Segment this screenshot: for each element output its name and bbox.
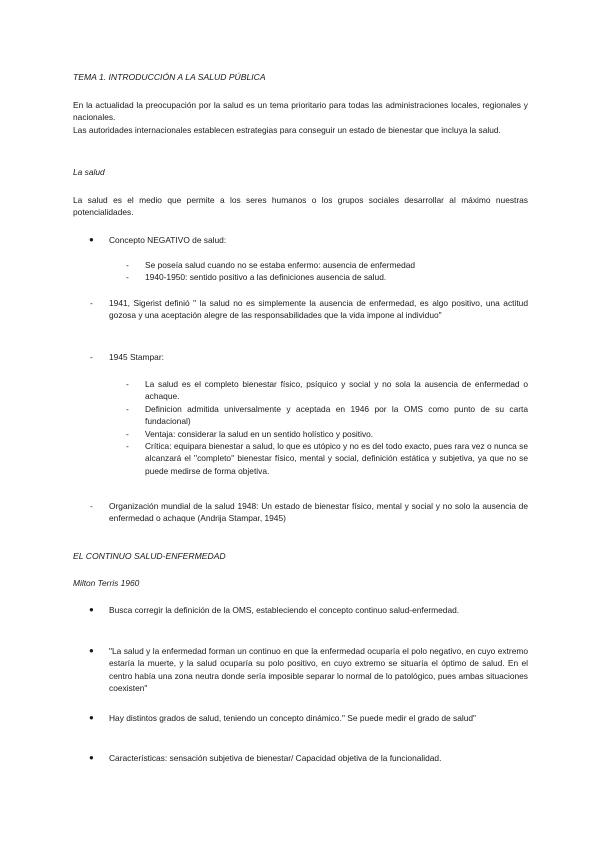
dash-icon: - <box>126 428 129 439</box>
bullet-icon: ● <box>89 605 94 614</box>
continuo-bullet-list <box>73 604 528 616</box>
continuo-author: Milton Terris 1960 <box>73 578 140 588</box>
continuo-bullet-list <box>73 752 528 764</box>
salud-definition: La salud es el medio que permite a los seres humanos o los grupos sociales desarrollar al máximo nuestras potencialidades. <box>73 195 528 218</box>
negativo-sublist <box>126 259 528 284</box>
dash-icon: - <box>90 298 93 308</box>
list-item <box>126 378 528 403</box>
list-item <box>73 645 528 695</box>
stampar-item-text: La salud es el completo bienestar físico, psíquico y social y no sola la ausencia de enfermedad o achaque. <box>145 379 528 402</box>
list-item <box>73 297 528 322</box>
sigerist-list <box>73 297 528 322</box>
stampar-item-text: Ventaja: considerar la salud en un sentido holístico y positivo. <box>145 428 374 439</box>
dash-icon: - <box>126 379 129 389</box>
dash-icon: - <box>126 272 129 283</box>
continuo-bullet-text: Busca corregir la definición de la OMS, estableciendo el concepto continuo salud-enfermedad. <box>109 605 460 615</box>
bullet-icon: ● <box>89 235 94 244</box>
list-item <box>73 712 528 724</box>
stampar-label: 1945 Stampar: <box>109 352 164 362</box>
section-heading-la-salud: La salud <box>73 167 105 177</box>
list-item <box>73 500 528 525</box>
document-title: TEMA 1. INTRODUCCIÓN A LA SALUD PÚBLICA <box>73 72 266 82</box>
list-item <box>126 428 528 440</box>
dash-icon: - <box>126 260 129 270</box>
stampar-item-text: Crítica: equipara bienestar a salud, lo que es utópico y no es del todo exacto, pues rara vez o nunca se alcanzará el ''completo'' bienestar físico, mental y social, definición estática y subjetiva, ya que no se puede medirse de forma objetiva. <box>145 441 528 476</box>
stampar-item-text: Definicion admitida universalmente y aceptada en 1946 por la OMS como punto de su carta fundacional) <box>145 403 528 427</box>
continuo-bullet-text: "La salud y la enfermedad forman un continuo en que la enfermedad ocuparía el polo negativo, en cuyo extremo estaría la muerte, y la salud ocuparía su polo positivo, en cuyo extremo se situaría el óptimo de salud. En el centro había una zona neutra donde sería imposible separar lo normal de lo patológico, pues ambas situaciones coexisten" <box>109 646 528 694</box>
oms-list <box>73 500 528 525</box>
sigerist-text: 1941, Sigerist definió " la salud no es simplemente la ausencia de enfermedad, es algo positivo, una actitud gozosa y una aceptación alegre de las responsabilidades que la vida impone al individuo" <box>109 298 528 321</box>
negativo-list <box>73 234 528 246</box>
continuo-bullet-text: Características: sensación subjetiva de bienestar/ Capacidad objetiva de la funcionalidad. <box>109 753 442 763</box>
continuo-bullet-list <box>73 645 528 695</box>
negativo-label: Concepto NEGATIVO de salud: <box>109 235 227 245</box>
dash-icon: - <box>90 501 93 511</box>
list-item <box>73 351 528 363</box>
list-item <box>126 403 528 428</box>
bullet-icon: ● <box>89 713 94 722</box>
dash-icon: - <box>90 352 93 362</box>
dash-icon: - <box>126 403 129 414</box>
dash-icon: - <box>126 441 129 452</box>
negativo-item-text: Se poseía salud cuando no se estaba enfermo: ausencia de enfermedad <box>145 260 416 270</box>
stampar-list <box>73 351 528 363</box>
list-item <box>126 259 528 271</box>
stampar-sublist <box>126 378 528 477</box>
continuo-bullet-list <box>73 712 528 724</box>
section-heading-continuo: EL CONTINUO SALUD-ENFERMEDAD <box>73 551 226 561</box>
oms-text: Organización mundial de la salud 1948: Un estado de bienestar físico, mental y social y no solo la ausencia de enfermedad o achaque (Andrija Stampar, 1945) <box>109 501 528 524</box>
negativo-item-text: 1940-1950: sentido positivo a las definiciones ausencia de salud. <box>145 272 387 283</box>
list-item <box>126 271 528 283</box>
list-item <box>73 234 528 246</box>
bullet-icon: ● <box>89 646 94 655</box>
intro-paragraph-1: En la actualidad la preocupación por la salud es un tema prioritario para todas las administraciones locales, regionales y nacionales. <box>73 100 528 123</box>
continuo-bullet-text: Hay distintos grados de salud, teniendo un concepto dinámico.'' Se puede medir el grado de salud" <box>109 713 476 723</box>
list-item <box>73 604 528 616</box>
list-item <box>126 440 528 477</box>
list-item <box>73 752 528 764</box>
intro-paragraph-2: Las autoridades internacionales establecen estrategias para conseguir un estado de bienestar que incluya la salud. <box>73 125 501 135</box>
bullet-icon: ● <box>89 753 94 762</box>
